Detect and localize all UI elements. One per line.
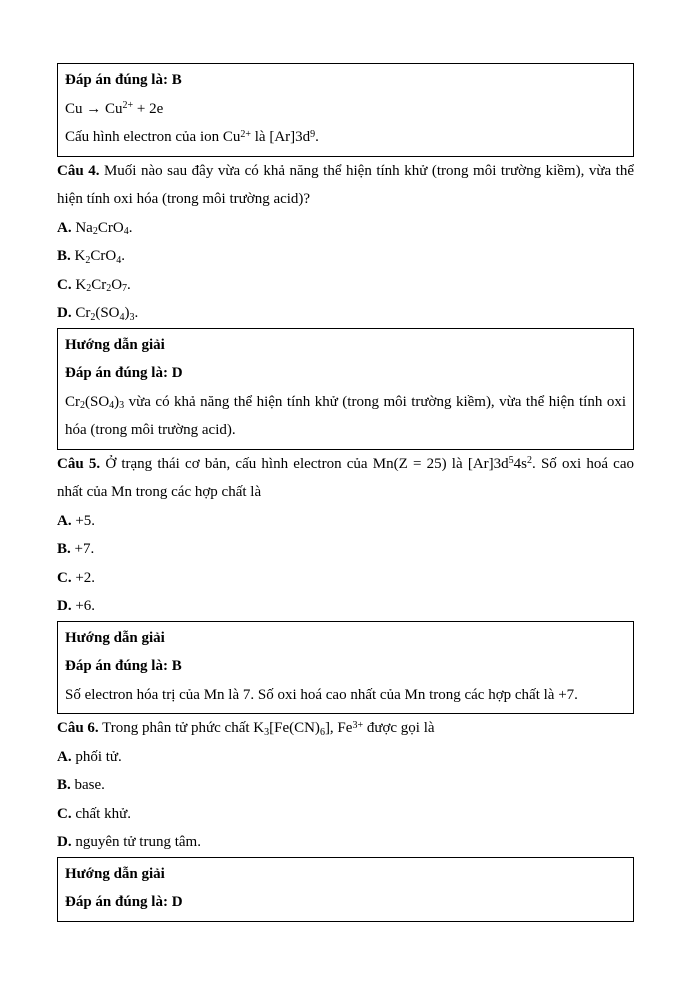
solution-heading: Hướng dẫn giải — [65, 629, 165, 646]
option-label: C. — [57, 276, 72, 293]
option-label: C. — [57, 805, 72, 822]
question-5-option-b — [57, 535, 634, 564]
solution-box-q6 — [57, 857, 634, 922]
option-label: A. — [57, 219, 72, 236]
question-6-number: Câu 6. — [57, 720, 99, 736]
question-6-option-d — [57, 828, 634, 857]
option-label: B. — [57, 248, 71, 264]
answer-line: Đáp án đúng là: B — [65, 658, 182, 674]
explanation-line: Cấu hình electron của ion $Cu^{2+}$ là $[Ar]3d^9$. — [65, 128, 319, 145]
question-4-text: Muối nào sau đây vừa có khả năng thể hiện tính khử (trong môi trường kiềm), vừa thể hiện tính oxi hóa (trong môi trường acid)? — [57, 162, 634, 207]
question-6-option-c — [57, 800, 634, 829]
question-6-option-b — [57, 771, 634, 800]
document-content — [57, 63, 634, 922]
solution-box-q3 — [57, 63, 634, 157]
solution-box-q4 — [57, 328, 634, 450]
option-label: D. — [57, 305, 72, 321]
option-text: $K_2CrO_4$. — [70, 248, 125, 266]
question-6-option-a — [57, 743, 634, 772]
option-label: A. — [57, 512, 72, 529]
answer-line: Đáp án đúng là: D — [65, 365, 183, 381]
question-5-option-c — [57, 564, 634, 593]
question-4-option-c — [57, 271, 634, 300]
solution-box-q5 — [57, 621, 634, 715]
option-label: C. — [57, 569, 72, 586]
equation-line: $Cu \to Cu^{2+} + 2e$ — [65, 100, 164, 117]
question-6-text: Trong phân tử phức chất $K_3[Fe(CN)_6]$, $Fe^{3+}$ được gọi là — [98, 719, 435, 738]
solution-heading: Hướng dẫn giải — [65, 336, 165, 353]
solution-heading: Hướng dẫn giải — [65, 865, 165, 882]
option-text: base. — [70, 777, 105, 793]
option-text: +2. — [71, 569, 96, 586]
answer-line: Đáp án đúng là: B — [65, 72, 182, 88]
question-4-option-b — [57, 242, 634, 271]
question-5-text: Ở trạng thái cơ bản, cấu hình electron của Mn(Z = 25) là $[Ar]3d^54s^2$. Số oxi hoá cao nhất của Mn trong các hợp chất là — [57, 455, 634, 500]
question-4-option-d — [57, 299, 634, 328]
option-label: B. — [57, 777, 71, 793]
question-5-option-a — [57, 507, 634, 536]
question-6 — [57, 714, 634, 743]
option-text: chất khử. — [71, 805, 131, 822]
question-5 — [57, 450, 634, 507]
solution-body: $Cr_2(SO_4)_3$ vừa có khả năng thể hiện tính khử (trong môi trường kiềm), vừa thể hiện tính oxi hóa (trong môi trường acid). — [65, 393, 626, 438]
question-5-option-d — [57, 592, 634, 621]
question-5-number: Câu 5. — [57, 455, 101, 472]
option-text: $Cr_2(SO_4)_3$. — [71, 305, 139, 323]
option-label: D. — [57, 598, 72, 614]
option-text: +7. — [70, 541, 95, 557]
option-text: $K_2Cr_2O_7$. — [71, 276, 131, 295]
option-text: +5. — [71, 512, 96, 529]
question-4 — [57, 157, 634, 214]
option-text: phối tử. — [71, 748, 122, 765]
option-text: $Na_2CrO_4$. — [71, 219, 133, 238]
solution-body: Số electron hóa trị của Mn là 7. Số oxi hoá cao nhất của Mn trong các hợp chất là +7. — [65, 686, 578, 703]
question-4-number: Câu 4. — [57, 162, 100, 179]
option-text: +6. — [71, 598, 96, 614]
answer-line: Đáp án đúng là: D — [65, 894, 183, 910]
option-label: A. — [57, 748, 72, 765]
option-text: nguyên tử trung tâm. — [71, 834, 201, 850]
question-4-option-a — [57, 214, 634, 243]
option-label: D. — [57, 834, 72, 850]
option-label: B. — [57, 541, 71, 557]
